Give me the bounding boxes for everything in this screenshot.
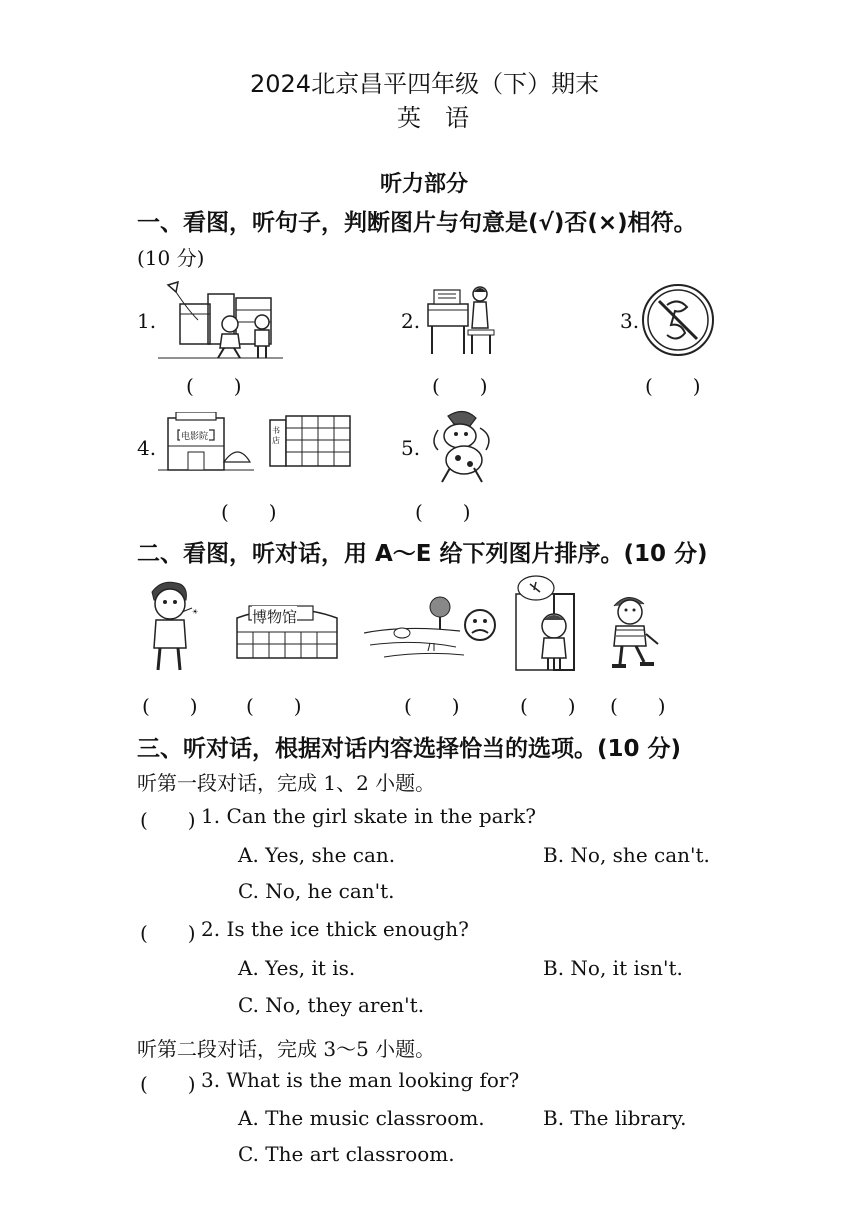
q1-option-a: A. Yes, she can. xyxy=(238,843,396,867)
q1-answer-bracket[interactable]: ( ) xyxy=(140,808,196,832)
part1-score: (10 分) xyxy=(137,246,205,270)
q1-stem: 1. Can the girl skate in the park? xyxy=(201,804,536,828)
q3-option-c: C. The art classroom. xyxy=(238,1142,455,1166)
part2-answer-bracket-3[interactable]: ( ) xyxy=(404,694,460,718)
item3-picture xyxy=(641,283,715,357)
item2-answer-bracket[interactable]: ( ) xyxy=(432,374,488,398)
q1-option-b: B. No, she can't. xyxy=(543,843,710,867)
item4-number: 4. xyxy=(137,436,157,460)
part2-picture-boy-sneezing xyxy=(142,578,204,674)
q2-option-c: C. No, they aren't. xyxy=(238,993,425,1017)
svg-text:☀: ☀ xyxy=(192,608,199,616)
item4-answer-bracket[interactable]: ( ) xyxy=(221,500,277,524)
part3-group1-instruction: 听第一段对话，完成 1、2 小题。 xyxy=(137,771,436,795)
q3-answer-bracket[interactable]: ( ) xyxy=(140,1072,196,1096)
part2-answer-bracket-1[interactable]: ( ) xyxy=(142,694,198,718)
page-title: 2024北京昌平四年级（下）期末 xyxy=(250,70,600,98)
item5-number: 5. xyxy=(401,436,421,460)
q1-option-c: C. No, he can't. xyxy=(238,879,395,903)
item1-answer-bracket[interactable]: ( ) xyxy=(186,374,242,398)
q3-option-a: A. The music classroom. xyxy=(238,1106,485,1130)
item3-answer-bracket[interactable]: ( ) xyxy=(645,374,701,398)
q2-answer-bracket[interactable]: ( ) xyxy=(140,921,196,945)
part2-answer-bracket-5[interactable]: ( ) xyxy=(610,694,666,718)
q2-stem: 2. Is the ice thick enough? xyxy=(201,917,469,941)
q3-stem: 3. What is the man looking for? xyxy=(201,1068,520,1092)
section-label: 听力部分 xyxy=(380,172,469,197)
item3-number: 3. xyxy=(620,309,640,333)
part2-answer-bracket-2[interactable]: ( ) xyxy=(246,694,302,718)
cinema-sign: 电影院 xyxy=(180,429,209,442)
part2-heading: 二、看图，听对话，用 A～E 给下列图片排序。(10 分) xyxy=(137,541,708,567)
item1-picture xyxy=(158,280,283,360)
subject-title: 英 语 xyxy=(397,104,469,132)
part3-heading: 三、听对话，根据对话内容选择恰当的选项。(10 分) xyxy=(137,736,682,762)
part2-picture-skater xyxy=(604,588,664,672)
item2-picture xyxy=(424,284,499,356)
part1-heading: 一、看图，听句子，判断图片与句意是(√)否(×)相符。 xyxy=(137,210,697,236)
item2-number: 2. xyxy=(401,309,421,333)
part2-picture-door-boy xyxy=(514,574,580,672)
q3-option-b: B. The library. xyxy=(543,1106,687,1130)
item1-number: 1. xyxy=(137,309,157,333)
part2-picture-ice-lake xyxy=(364,595,498,661)
item4-picture xyxy=(158,412,358,474)
bookstore-sign: 书店 xyxy=(272,426,284,446)
museum-sign: 博物馆 xyxy=(252,608,298,626)
item5-answer-bracket[interactable]: ( ) xyxy=(415,500,471,524)
item5-picture xyxy=(424,406,504,486)
q2-option-b: B. No, it isn't. xyxy=(543,956,683,980)
q2-option-a: A. Yes, it is. xyxy=(238,956,356,980)
part3-group2-instruction: 听第二段对话，完成 3～5 小题。 xyxy=(137,1037,436,1061)
part2-answer-bracket-4[interactable]: ( ) xyxy=(520,694,576,718)
